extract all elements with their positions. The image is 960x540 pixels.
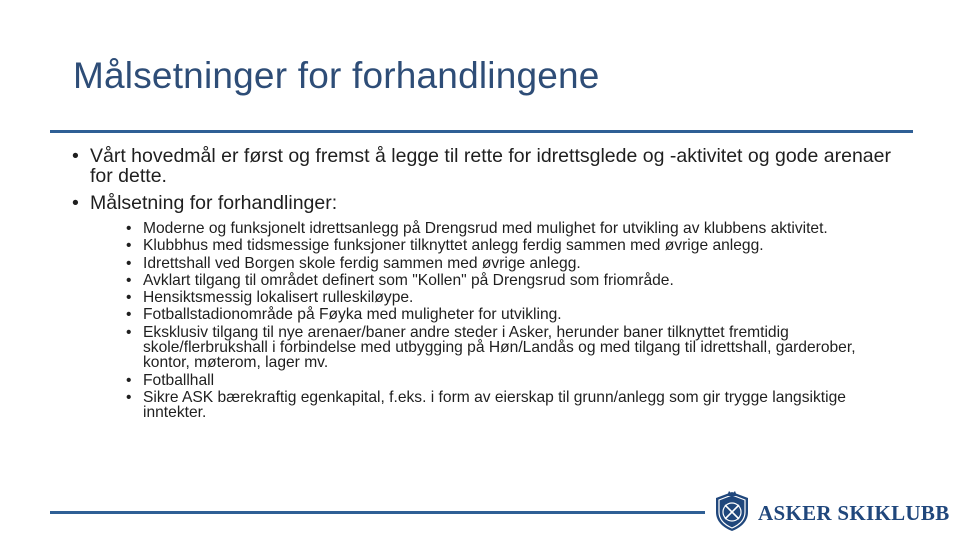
sub-bullet-item: • Eksklusiv tilgang til nye arenaer/baner andre steder i Asker, herunder baner tilknyttet fremtidig skole/flerbrukshall i forbindelse med utbygging på Høn/Landås og med tilgang til idrettshall, garderober, kontor, møterom, lager mv. bbox=[126, 325, 902, 371]
bullet-item: • Vårt hovedmål er først og fremst å legge til rette for idrettsglede og -aktivitet og gode arenaer for dette. bbox=[72, 146, 902, 186]
sub-bullet-item: • Idrettshall ved Borgen skole ferdig sammen med øvrige anlegg. bbox=[126, 256, 902, 271]
bullet-item-with-sublist bbox=[72, 193, 902, 421]
sub-bullet-item: • Avklart tilgang til området definert som "Kollen" på Drengsrud som friområde. bbox=[126, 273, 902, 288]
sub-bullet-item: • Klubbhus med tidsmessige funksjoner tilknyttet anlegg ferdig sammen med øvrige anlegg. bbox=[126, 238, 902, 253]
sub-bullet-item: • Hensiktsmessig lokalisert rulleskiløype. bbox=[126, 290, 902, 305]
sub-bullet-list bbox=[126, 221, 902, 421]
title-divider bbox=[50, 130, 913, 133]
slide-title: Målsetninger for forhandlingene bbox=[73, 55, 600, 96]
bottom-divider bbox=[50, 511, 705, 514]
sub-bullet-item: • Fotballstadionområde på Føyka med muligheter for utvikling. bbox=[126, 307, 902, 322]
sub-bullet-item: • Fotballhall bbox=[126, 373, 902, 388]
logo-text: ASKER SKIKLUBB bbox=[758, 501, 950, 525]
main-bullet-list bbox=[72, 146, 902, 421]
bullet-text: Målsetning for forhandlinger: bbox=[90, 192, 338, 214]
asker-skiklubb-crest-icon bbox=[712, 490, 752, 532]
sub-bullet-item: • Moderne og funksjonelt idrettsanlegg på Drengsrud med mulighet for utvikling av klubbens aktivitet. bbox=[126, 221, 902, 236]
sub-bullet-item: • Sikre ASK bærekraftig egenkapital, f.eks. i form av eierskap til grunn/anlegg som gir trygge langsiktige inntekter. bbox=[126, 390, 902, 421]
slide-content bbox=[72, 146, 902, 428]
club-logo bbox=[712, 490, 950, 532]
